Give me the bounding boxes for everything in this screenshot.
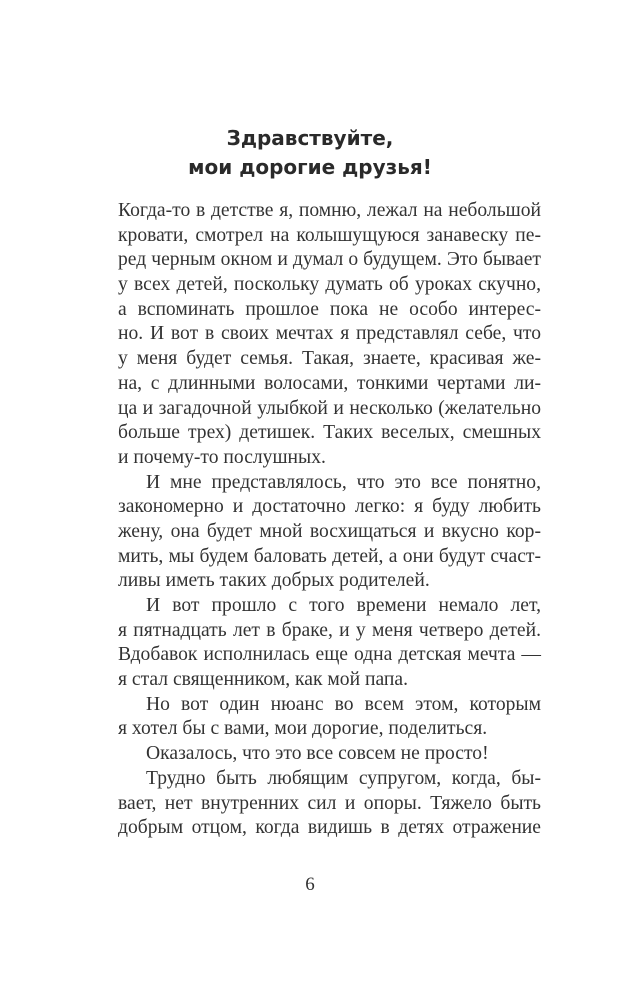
text-line: Трудно быть любящим супругом, когда, бы- xyxy=(146,767,541,789)
page-number: 6 xyxy=(305,874,315,895)
text-line: кровати, смотрел на колышущуюся занавеску пе- xyxy=(118,224,541,246)
text-line: на, с длинными волосами, тонкими чертами ли- xyxy=(118,372,541,394)
chapter-title xyxy=(0,124,620,182)
text-line: закономерно и достаточно легко: я буду любить xyxy=(118,496,541,518)
text-line: у меня будет семья. Такая, знаете, красивая же- xyxy=(118,348,541,370)
text-line: у всех детей, поскольку думать об уроках скучно, xyxy=(118,274,541,296)
text-line: мить, мы будем баловать детей, а они будут счаст- xyxy=(118,545,541,567)
text-line: я пятнадцать лет в браке, и у меня четверо детей. xyxy=(118,619,541,641)
text-line: но. И вот в своих мечтах я представлял себе, что xyxy=(118,323,541,345)
text-line: Когда-то в детстве я, помню, лежал на небольшой xyxy=(118,200,541,221)
text-line: а вспоминать прошлое пока не особо интерес- xyxy=(118,298,541,320)
text-line: и почему-то послушных. xyxy=(118,446,326,468)
text-line: я стал священником, как мой папа. xyxy=(118,669,408,691)
text-line: ца и загадочной улыбкой и несколько (желательно xyxy=(118,397,541,419)
text-line: Оказалось, что это все совсем не просто! xyxy=(146,743,489,765)
text-line: Но вот один нюанс во всем этом, которым xyxy=(146,693,541,715)
body-text xyxy=(118,199,541,841)
text-line: я хотел бы с вами, мои дорогие, поделиться. xyxy=(118,718,488,740)
chapter-title-line: Здравствуйте, xyxy=(226,126,394,150)
text-line: добрым отцом, когда видишь в детях отражение xyxy=(118,817,541,839)
text-line: больше трех) детишек. Таких веселых, смешных xyxy=(118,422,541,444)
chapter-title-line: мои дорогие друзья! xyxy=(188,155,432,179)
text-line: И вот прошло с того времени немало лет, xyxy=(146,595,541,616)
text-line: И мне представлялось, что это все понятно, xyxy=(146,471,541,493)
text-line: жену, она будет мной восхищаться и вкусно кор- xyxy=(118,520,541,542)
text-line: ред черным окном и думал о будущем. Это бывает xyxy=(118,249,541,271)
text-line: вает, нет внутренних сил и опоры. Тяжело быть xyxy=(118,792,541,814)
text-line: Вдобавок исполнилась еще одна детская мечта — xyxy=(118,644,541,666)
text-line: ливы иметь таких добрых родителей. xyxy=(118,570,430,592)
